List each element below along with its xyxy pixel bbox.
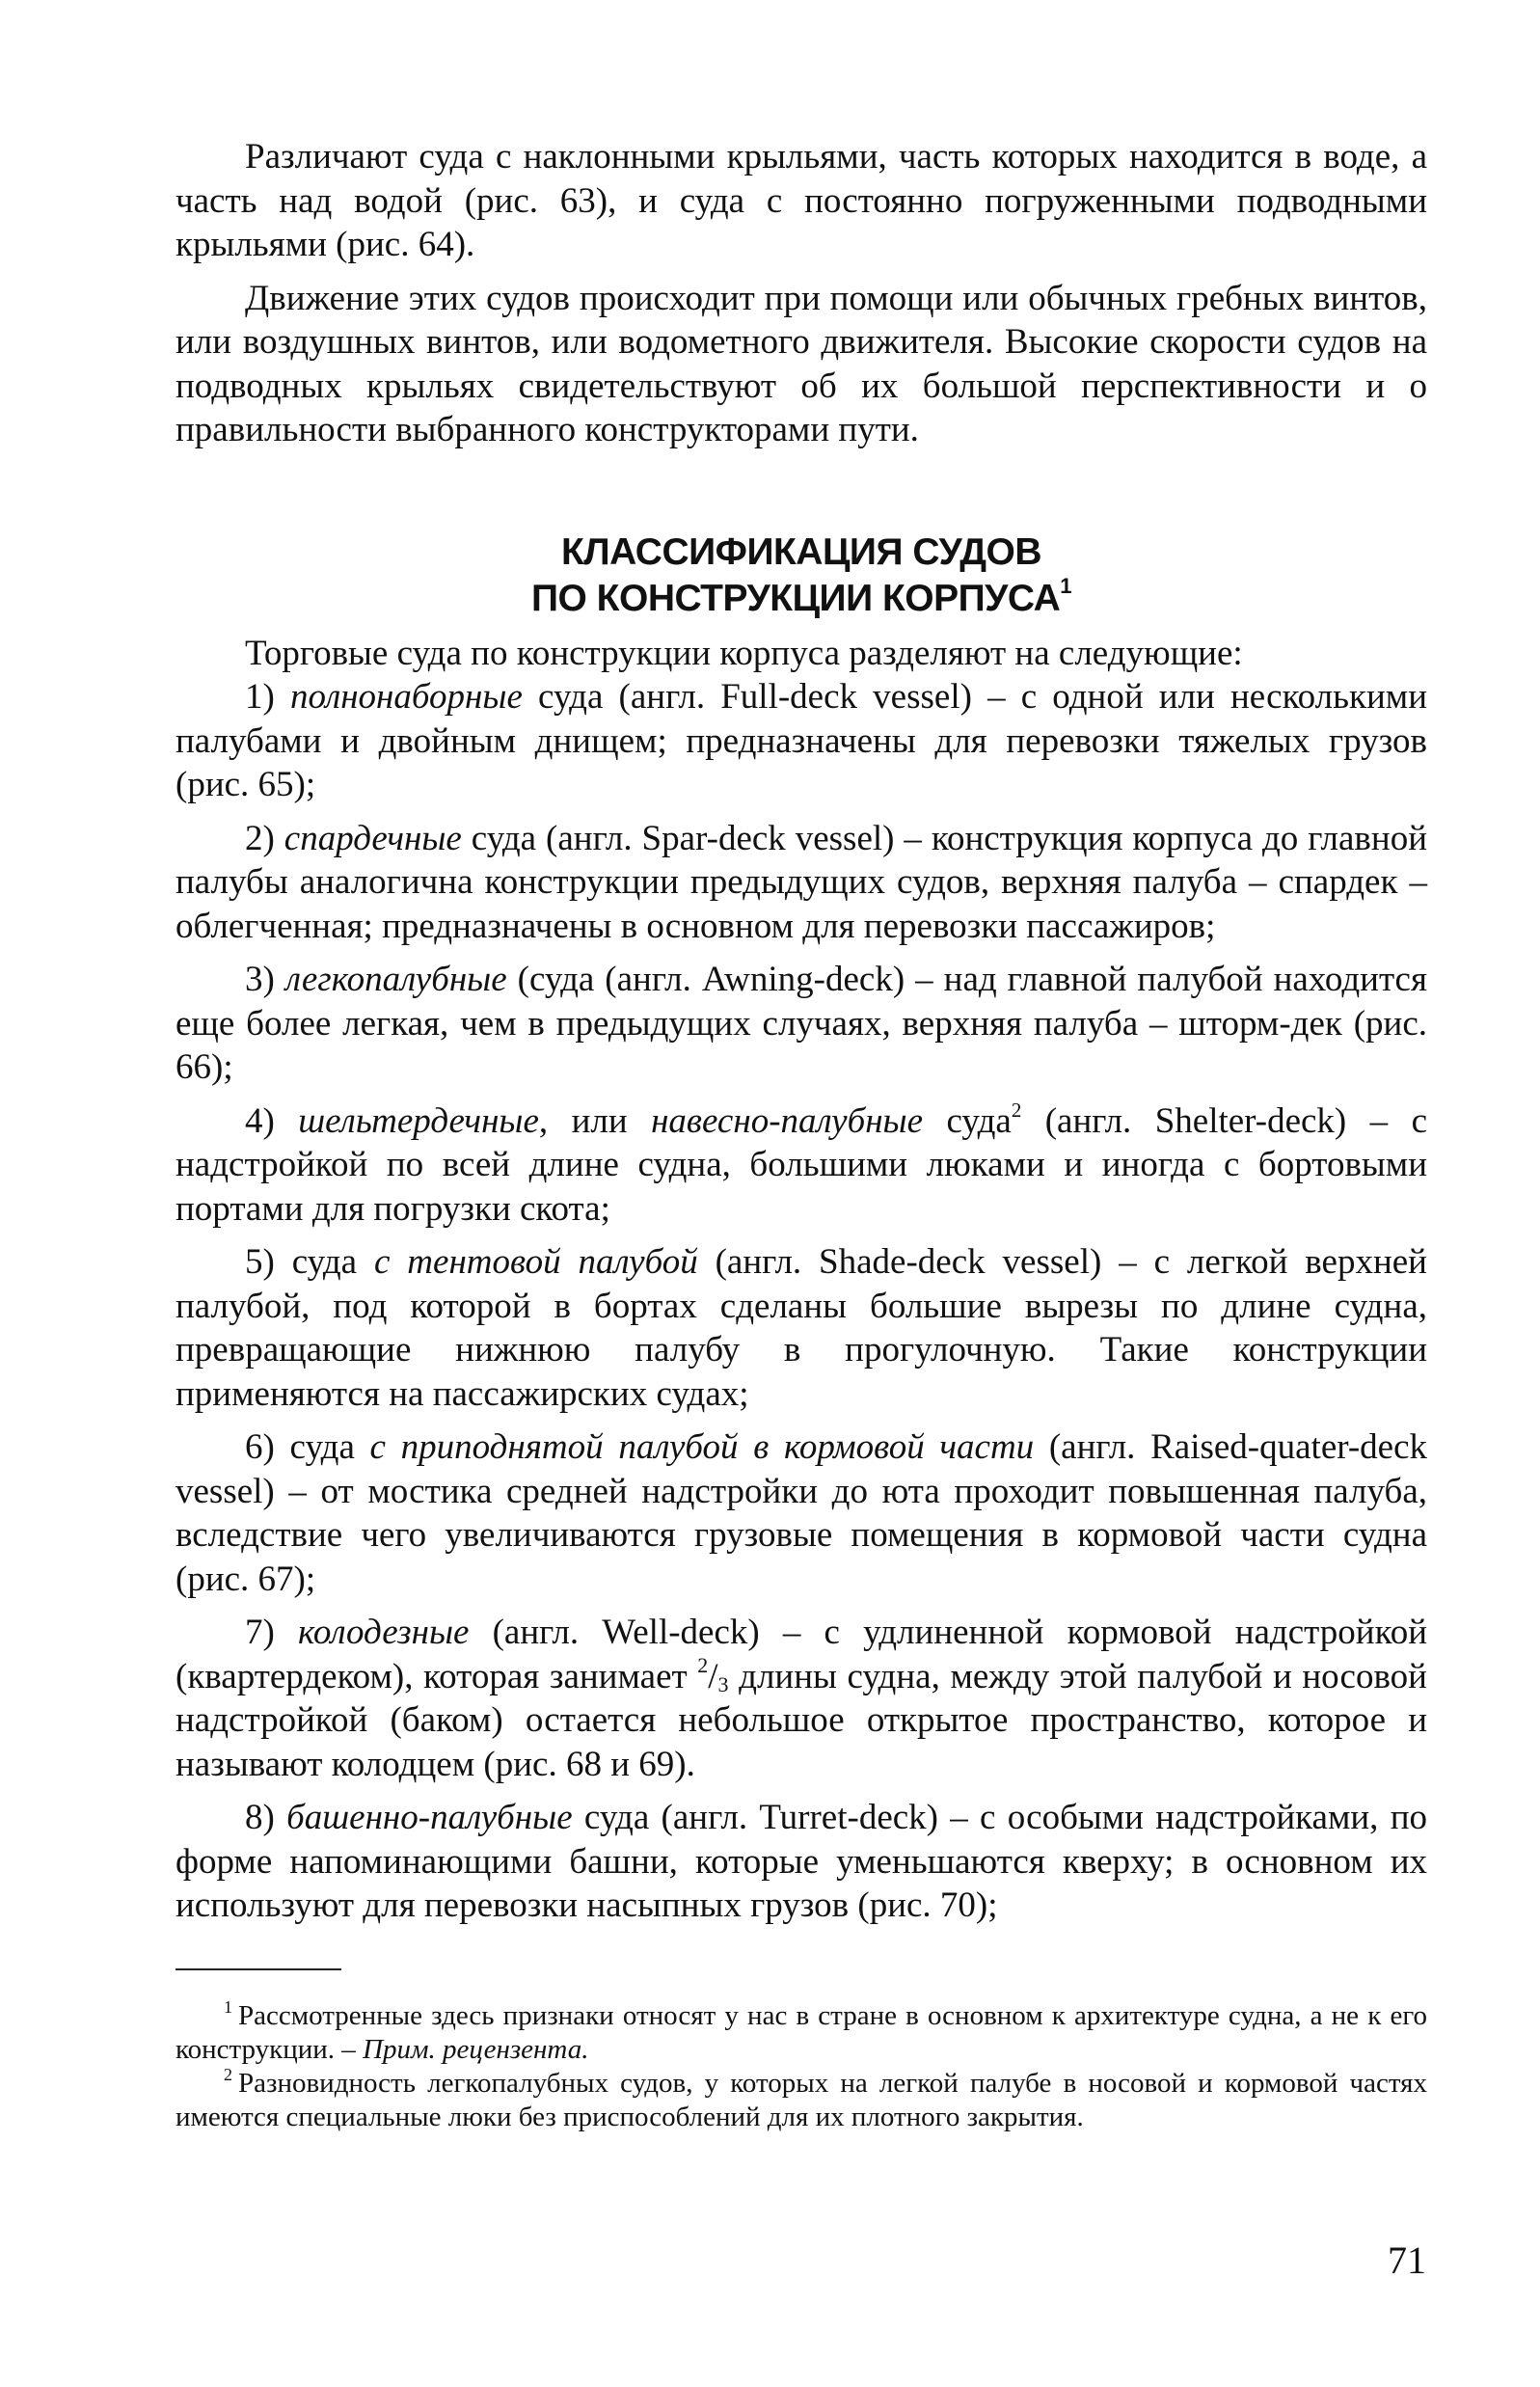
footnote-text: Рассмотренные здесь признаки относят у нас в стране в основном к архитектуре судна, а не к его конструкции. – (176, 1999, 1427, 2065)
list-item-2 (176, 817, 1427, 949)
footnote-mark: 2 (224, 2064, 232, 2084)
item-term: с тентовой палубой (373, 1242, 698, 1282)
item-term: башенно-палубные (286, 1798, 573, 1837)
item-prefix: суда (274, 1427, 370, 1467)
item-number: 4) (245, 1100, 275, 1141)
page-number: 71 (1388, 2238, 1426, 2282)
item-connector: , или (538, 1100, 652, 1141)
item-number: 8) (245, 1798, 275, 1837)
item-number: 1) (245, 677, 275, 717)
heading-line-1: КЛАССИФИКАЦИЯ СУДОВ (560, 530, 1042, 573)
item-number: 3) (245, 960, 275, 999)
heading-footnote-mark: 1 (1060, 573, 1072, 598)
fraction (697, 1652, 729, 1696)
item-term: спардечные (284, 818, 462, 858)
list-item-5 (176, 1240, 1427, 1416)
item-number: 6) (245, 1427, 275, 1467)
heading-line-2-text: ПО КОНСТРУКЦИИ КОРПУСА (530, 577, 1061, 619)
footnotes (176, 1996, 1427, 2134)
footnote-1 (176, 1996, 1427, 2067)
intro-paragraph-2: Движение этих судов происходит при помощи или обычных гребных винтов, или воздушных винтов, или водометного движителя. Высокие скорости судов на подводных крыльях свидетельствуют об их большой перспективности и о правильности выбранного конструкторами пути. (176, 278, 1427, 449)
item-suffix: суда (923, 1100, 1012, 1141)
item-term: полнонаборные (289, 677, 523, 717)
item-term: с приподнятой палубой в кормовой части (369, 1427, 1035, 1467)
lead-paragraph: Торговые суда по конструкции корпуса разделяют на следующие: (245, 633, 1243, 673)
item-text-a: (англ. Well-deck) – с удлиненной кормовой надстройкой (квартердеком), которая занимает (176, 1613, 1427, 1696)
item-text: (англ. Raised-quater-deck vessel) – от мостика средней надстройки до юта проходит повышенная палуба, вследствие чего увеличиваются грузовые помещения в кормовой части судна (рис. 67); (176, 1427, 1427, 1599)
section-heading (176, 529, 1427, 622)
footnote-text: Разновидность легкопалубных судов, у которых на легкой палубе в носовой и кормовой частях имеются специальные люки без приспособлений для их плотного закрытия. (176, 2067, 1427, 2132)
item-number: 5) (245, 1242, 275, 1282)
fraction-slash: / (708, 1656, 718, 1696)
fraction-denominator: 3 (717, 1671, 729, 1696)
item-text: (суда (англ. Awning-deck) – над главной палубой находится еще более легкая, чем в предыдущих случаях, верхняя палуба – шторм-дек (рис. 66); (176, 960, 1428, 1087)
footnote-2 (176, 2064, 1427, 2134)
item-text: суда (англ. Spar-deck vessel) – конструкция корпуса до главной палубы аналогична конструкции предыдущих судов, верхняя палуба – спардек – облегченная; предназначены в основном для перевозки пассажиров; (176, 818, 1427, 946)
list-item-8 (176, 1796, 1427, 1928)
item-text: (англ. Shelter-deck) – с надстройкой по всей длине судна, большими люками и иногда с бортовыми портами для погрузки скота; (176, 1100, 1427, 1229)
fraction-numerator: 2 (697, 1652, 709, 1677)
list-item-3 (176, 958, 1427, 1090)
item-text: суда (англ. Turret-deck) – с особыми надстройками, по форме напоминающими башни, которые уменьшаются кверху; в основном их используют для перевозки насыпных грузов (рис. 70); (176, 1798, 1428, 1925)
footnote-note: Прим. рецензента. (363, 2033, 589, 2065)
item-term: колодезные (297, 1613, 470, 1652)
item-number: 7) (245, 1613, 275, 1652)
list-item-1 (176, 675, 1427, 807)
list-item-4 (176, 1099, 1427, 1232)
item-footnote-mark: 2 (1011, 1098, 1022, 1122)
heading-line-2 (176, 573, 1427, 622)
item-term: легкопалубные (284, 960, 507, 999)
item-number: 2) (245, 818, 275, 858)
item-text-b: длины судна, между этой палубой и носовой надстройкой (баком) остается небольшое открытое пространство, которое и называют колодцем (рис. 68 и 69). (176, 1656, 1427, 1784)
list-item-6 (176, 1425, 1427, 1601)
list-item-7 (176, 1611, 1427, 1786)
item-text: (англ. Shade-deck vessel) – с легкой верхней палубой, под которой в бортах сделаны большие вырезы по длине судна, превращающие нижнюю палубу в прогулочную. Такие конструкции применяются на пассажирских судах; (176, 1242, 1427, 1414)
footnote-mark: 1 (224, 1996, 232, 2017)
intro-paragraph-1: Различают суда с наклонными крыльями, часть которых находится в воде, а часть над водой (рис. 63), и суда с постоянно погруженными подводными крыльями (рис. 64). (176, 137, 1427, 264)
item-prefix: суда (274, 1242, 374, 1282)
page-body (176, 135, 1427, 2134)
item-term-alt: навесно-палубные (651, 1100, 924, 1141)
footnote-divider (176, 1968, 341, 1970)
item-term: шельтердечные (298, 1100, 539, 1141)
item-text: суда (англ. Full-deck vessel) – с одной или несколькими палубами и двойным днищем; предназначены для перевозки тяжелых грузов (рис. 65); (176, 677, 1428, 804)
